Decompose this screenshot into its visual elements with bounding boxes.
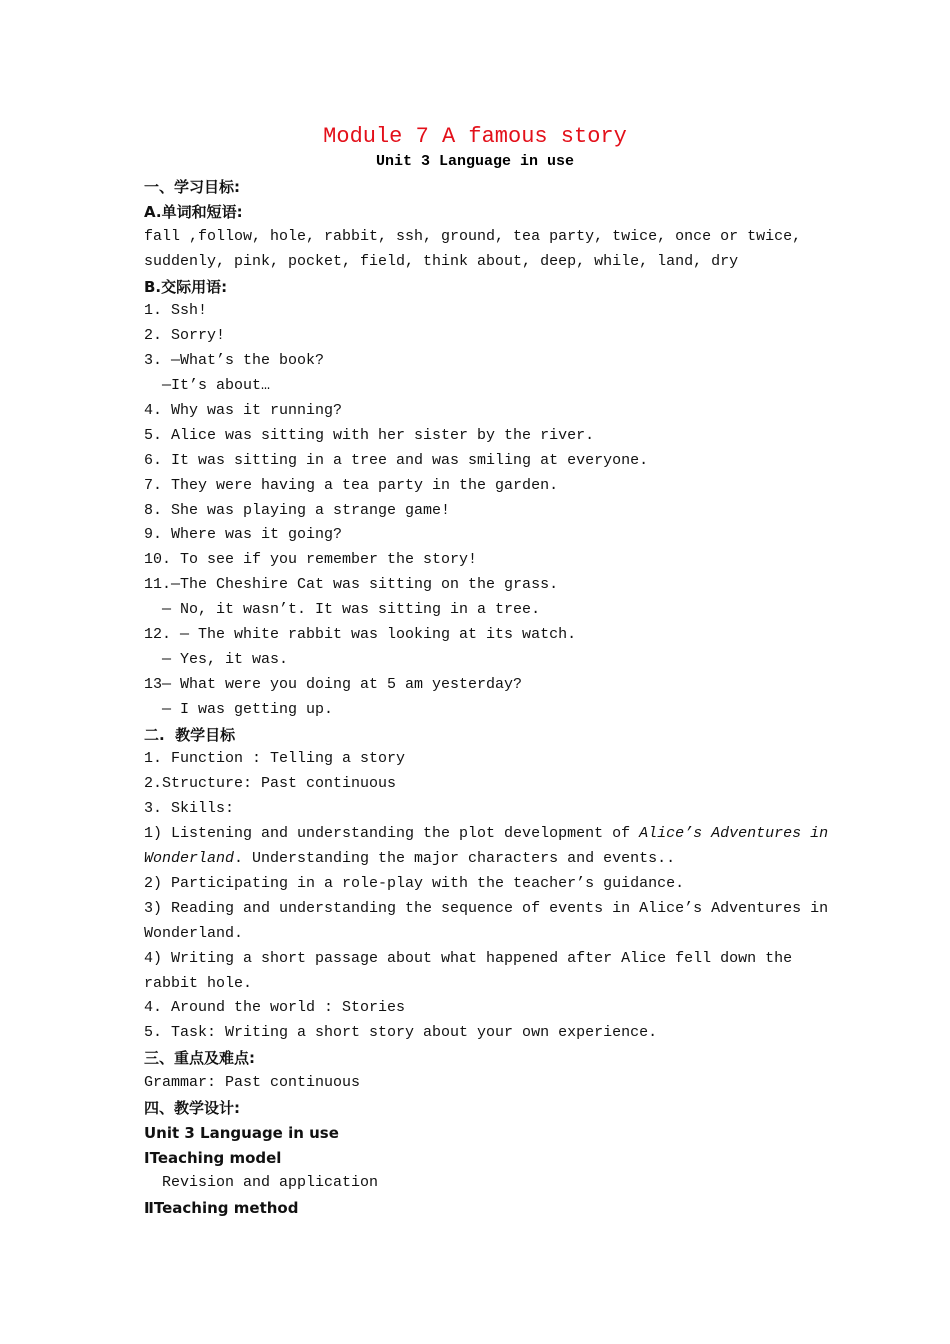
expression-item: —It’s about… <box>144 377 271 395</box>
section-heading-objectives: 一、学习目标: <box>144 178 240 196</box>
expression-item: 8. She was playing a strange game! <box>144 501 451 519</box>
goal-structure: 2.Structure: Past continuous <box>144 775 397 793</box>
section-heading-key-points: 三、重点及难点: <box>144 1049 255 1068</box>
skill-writing: 4) Writing a short passage about what happened after Alice fell down the <box>144 949 793 967</box>
vocabulary-line: fall ,follow, hole, rabbit, ssh, ground, tea party, twice, once or twice, <box>144 227 802 245</box>
skill-role-play: 2) Participating in a role-play with the teacher’s guidance. <box>144 874 685 892</box>
document-body <box>144 175 829 1220</box>
book-title-italic: Wonderland <box>144 850 235 868</box>
expression-item: 4. Why was it running? <box>144 402 343 420</box>
skill-listening-continued <box>144 847 814 872</box>
unit-heading: Unit 3 Language in use <box>144 1123 339 1142</box>
skill-writing-continued: rabbit hole. <box>144 974 253 992</box>
expression-item: 10. To see if you remember the story! <box>144 551 478 569</box>
teaching-model-text: Revision and application <box>144 1173 379 1191</box>
document-title: Module 7 A famous story <box>323 124 627 149</box>
book-title-italic: Alice’s Adventures in <box>639 825 829 843</box>
expression-item: 13— What were you doing at 5 am yesterday? <box>144 675 523 693</box>
section-heading-expressions: B.交际用语: <box>144 277 228 296</box>
teaching-method-heading: ⅡTeaching method <box>144 1198 299 1217</box>
expression-item: — I was getting up. <box>144 700 334 718</box>
section-heading-teaching-design: 四、教学设计: <box>144 1098 240 1117</box>
section-heading-teaching-goals: 二. 教学目标 <box>144 725 236 744</box>
expression-item: 9. Where was it going? <box>144 526 343 544</box>
expression-item: 5. Alice was sitting with her sister by the river. <box>144 426 595 444</box>
goal-skills: 3. Skills: <box>144 800 235 818</box>
teaching-model-heading: ⅠTeaching model <box>144 1148 282 1167</box>
grammar-point: Grammar: Past continuous <box>144 1074 361 1092</box>
vocabulary-line: suddenly, pink, pocket, field, think about, deep, while, land, dry <box>144 252 739 270</box>
expression-item: 3. —What’s the book? <box>144 352 325 370</box>
expression-item: — No, it wasn’t. It was sitting in a tree. <box>144 601 541 619</box>
expression-item: 1. Ssh! <box>144 302 208 320</box>
section-heading-vocabulary: A.单词和短语: <box>144 202 243 221</box>
skill-listening <box>144 822 829 847</box>
document-subtitle: Unit 3 Language in use <box>375 153 575 170</box>
skill-listening-text: . Understanding the major characters and events.. <box>234 850 676 868</box>
expression-item: 6. It was sitting in a tree and was smiling at everyone. <box>144 451 649 469</box>
skill-listening-text: 1) Listening and understanding the plot development of <box>144 825 640 843</box>
expression-item: — Yes, it was. <box>144 650 289 668</box>
goal-task: 5. Task: Writing a short story about your own experience. <box>144 1024 658 1042</box>
expression-item: 2. Sorry! <box>144 327 226 345</box>
goal-function: 1. Function : Telling a story <box>144 750 406 768</box>
expression-item: 7. They were having a tea party in the garden. <box>144 476 559 494</box>
skill-reading: 3) Reading and understanding the sequence of events in Alice’s Adventures in <box>144 899 829 917</box>
expression-item: 12. — The white rabbit was looking at its watch. <box>144 626 577 644</box>
goal-around-the-world: 4. Around the world : Stories <box>144 999 406 1017</box>
skill-reading-continued: Wonderland. <box>144 924 244 942</box>
expression-item: 11.—The Cheshire Cat was sitting on the grass. <box>144 576 559 594</box>
